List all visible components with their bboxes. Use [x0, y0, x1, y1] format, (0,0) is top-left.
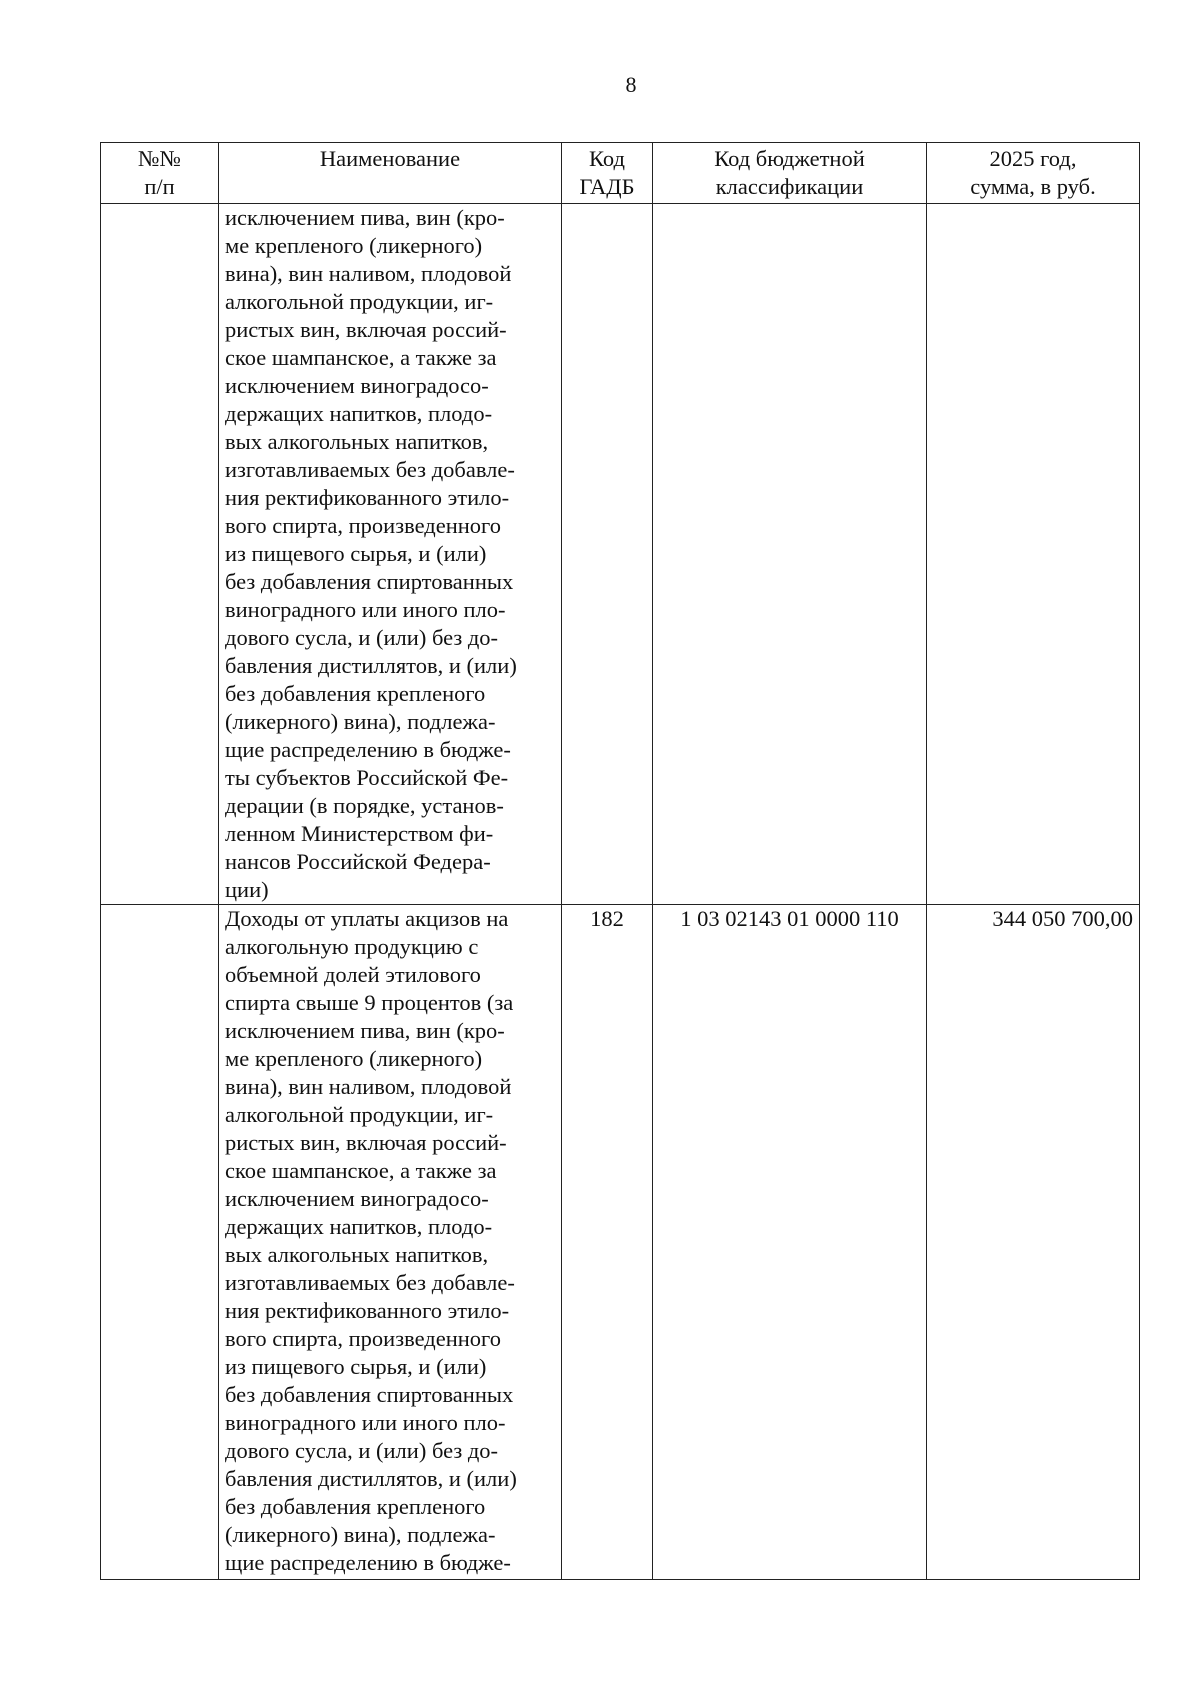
row-name-cell: [219, 204, 562, 905]
name-text-line: исключением пива, вин (кро-: [225, 1018, 505, 1043]
header-kbk-line: Код бюджетной: [714, 146, 865, 171]
row-sum-cell: 344 050 700,00: [927, 905, 1140, 1580]
name-text-line: ции): [225, 877, 269, 902]
row-num-cell: [101, 204, 219, 905]
header-num: [101, 143, 219, 204]
name-text-line: ское шампанское, а также за: [225, 345, 497, 370]
name-text-line: ристых вин, включая россий-: [225, 1130, 507, 1155]
header-sum: [927, 143, 1140, 204]
name-text-line: из пищевого сырья, и (или): [225, 1354, 487, 1379]
name-text-line: алкогольную продукцию с: [225, 934, 479, 959]
name-text-line: бавления дистиллятов, и (или): [225, 1466, 517, 1491]
name-text-line: исключением виноградосо-: [225, 373, 489, 398]
row-name-cell: [219, 905, 562, 1580]
header-gadb: [562, 143, 653, 204]
name-text-line: ское шампанское, а также за: [225, 1158, 497, 1183]
header-num-line: №№: [138, 146, 181, 171]
header-kbk-line: классификации: [715, 174, 864, 199]
name-text-line: держащих напитков, плодо-: [225, 401, 493, 426]
table-header-row: [101, 143, 1140, 204]
name-text-line: из пищевого сырья, и (или): [225, 541, 487, 566]
name-text-line: изготавливаемых без добавле-: [225, 1270, 515, 1295]
row-gadb-cell: 182: [562, 905, 653, 1580]
name-text-line: ты субъектов Российской Фе-: [225, 765, 509, 790]
name-text-line: ме крепленого (ликерного): [225, 233, 483, 258]
name-text-line: вых алкогольных напитков,: [225, 429, 489, 454]
header-name-line: Наименование: [319, 146, 461, 171]
name-text-line: без добавления спиртованных: [225, 1382, 514, 1407]
name-text-line: вого спирта, произведенного: [225, 513, 501, 538]
name-text-line: спирта свыше 9 процентов (за: [225, 990, 514, 1015]
name-text-line: вина), вин наливом, плодовой: [225, 261, 512, 286]
name-text-line: изготавливаемых без добавле-: [225, 457, 515, 482]
name-text-line: дового сусла, и (или) без до-: [225, 1438, 499, 1463]
name-text-line: ленном Министерством фи-: [225, 821, 494, 846]
name-text-line: вого спирта, произведенного: [225, 1326, 501, 1351]
name-text-line: исключением пива, вин (кро-: [225, 205, 505, 230]
name-text-line: (ликерного) вина), подлежа-: [225, 709, 496, 734]
header-sum-line: 2025 год,: [989, 146, 1077, 171]
row-sum-cell: [927, 204, 1140, 905]
name-text-line: Доходы от уплаты акцизов на: [225, 906, 509, 931]
name-text-line: ния ректификованного этило-: [225, 485, 510, 510]
name-text-line: щие распределению в бюдже-: [225, 1550, 511, 1575]
table-row: [101, 905, 1140, 1580]
name-text-line: ме крепленого (ликерного): [225, 1046, 483, 1071]
name-text-line: дерации (в порядке, установ-: [225, 793, 504, 818]
name-text-line: ристых вин, включая россий-: [225, 317, 507, 342]
table-row: [101, 204, 1140, 905]
name-text-line: виноградного или иного пло-: [225, 597, 506, 622]
name-text-line: держащих напитков, плодо-: [225, 1214, 493, 1239]
name-text-line: объемной долей этилового: [225, 962, 481, 987]
name-text-line: алкогольной продукции, иг-: [225, 1102, 494, 1127]
name-text-line: алкогольной продукции, иг-: [225, 289, 494, 314]
row-gadb-cell: [562, 204, 653, 905]
header-num-line: п/п: [144, 174, 175, 199]
name-text-line: вых алкогольных напитков,: [225, 1242, 489, 1267]
name-text-line: без добавления крепленого: [225, 1494, 486, 1519]
name-text-line: исключением виноградосо-: [225, 1186, 489, 1211]
name-text-line: ния ректификованного этило-: [225, 1298, 510, 1323]
row-kbk-cell: [653, 204, 927, 905]
name-text-line: без добавления крепленого: [225, 681, 486, 706]
header-kbk: [653, 143, 927, 204]
name-text-line: виноградного или иного пло-: [225, 1410, 506, 1435]
name-text-line: дового сусла, и (или) без до-: [225, 625, 499, 650]
name-text-line: (ликерного) вина), подлежа-: [225, 1522, 496, 1547]
name-text-line: вина), вин наливом, плодовой: [225, 1074, 512, 1099]
name-text-line: без добавления спиртованных: [225, 569, 514, 594]
page-number: 8: [625, 72, 637, 97]
row-kbk-cell: 1 03 02143 01 0000 110: [653, 905, 927, 1580]
budget-revenue-table: [100, 142, 1140, 1580]
header-sum-line: сумма, в руб.: [970, 174, 1096, 199]
name-text-line: щие распределению в бюдже-: [225, 737, 511, 762]
header-gadb-line: Код: [589, 146, 625, 171]
name-text-line: нансов Российской Федера-: [225, 849, 491, 874]
header-name: [219, 143, 562, 204]
row-num-cell: [101, 905, 219, 1580]
name-text-line: бавления дистиллятов, и (или): [225, 653, 517, 678]
header-gadb-line: ГАДБ: [579, 174, 635, 199]
